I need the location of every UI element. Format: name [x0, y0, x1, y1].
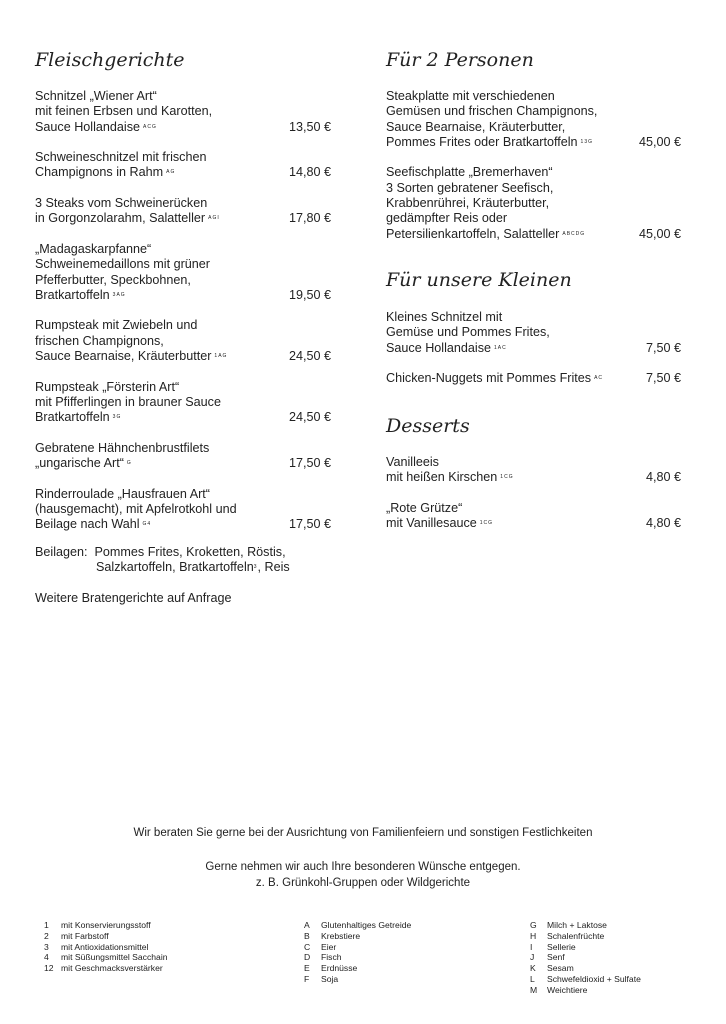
sides-info	[35, 545, 331, 606]
item-text: Schnitzel „Wiener Art“	[35, 89, 157, 103]
item-description-line	[35, 456, 331, 471]
legend-label: mit Antioxidationsmittel	[61, 941, 149, 952]
item-description-line	[386, 120, 681, 135]
item-description-line	[386, 211, 681, 226]
item-price: 14,80 €	[288, 165, 331, 180]
item-description-line	[386, 341, 681, 356]
item-description-line	[35, 196, 331, 211]
item-price: 24,50 €	[288, 410, 331, 425]
item-text: Pommes Frites oder Bratkartoffeln	[386, 134, 578, 149]
item-text: Kleines Schnitzel mit	[386, 310, 503, 324]
allergen-codes: AG	[166, 169, 176, 176]
footer-line-2: Gerne nehmen wir auch Ihre besonderen Wünsche entgegen.	[205, 861, 521, 873]
menu-item	[35, 242, 331, 303]
item-description-line	[35, 273, 331, 288]
item-price: 45,00 €	[638, 226, 681, 241]
item-description-line	[35, 395, 331, 410]
item-text: „Madagaskarpfanne“	[35, 241, 152, 256]
legend-label: mit Geschmacksverstärker	[61, 963, 163, 974]
legend-key: 12	[44, 963, 54, 974]
item-price: 24,50 €	[288, 349, 331, 364]
legend-entry	[530, 920, 641, 931]
item-text: Seefischplatte „Bremerhaven“	[386, 165, 553, 180]
allergen-codes: 1CG	[500, 474, 514, 481]
item-text: Sauce Hollandaise	[35, 119, 141, 134]
item-description-line	[386, 310, 681, 325]
item-text: frischen Champignons,	[35, 333, 164, 348]
item-description-line	[386, 196, 681, 211]
allergen-codes: 1AC	[494, 344, 507, 351]
legend-entry	[530, 942, 641, 953]
item-price: 7,50 €	[645, 371, 681, 386]
item-text: Pfefferbutter, Speckbohnen,	[35, 272, 191, 287]
menu-item	[35, 318, 331, 364]
legend-entry	[44, 942, 168, 953]
item-description-line	[386, 89, 681, 104]
legend-label: mit Farbstoff	[61, 930, 109, 941]
allergen-codes: 1AG	[214, 353, 228, 360]
item-text: in Gorgonzolarahm, Salatteller	[35, 211, 206, 226]
sides-line-2-end: , Reis	[257, 560, 290, 575]
item-text: Sauce Bearnaise, Kräuterbutter,	[386, 119, 566, 134]
item-description-line	[35, 334, 331, 349]
legend-key: D	[304, 952, 311, 963]
legend-label: Soja	[321, 973, 339, 984]
item-text: Vanilleeis	[386, 455, 439, 469]
section-items	[386, 455, 681, 547]
item-text: mit Vanillesauce	[386, 516, 477, 531]
section-items	[386, 89, 681, 257]
legend-entry	[530, 931, 641, 942]
item-text: mit heißen Kirschen	[386, 470, 498, 485]
item-text: Schweineschnitzel mit frischen	[35, 150, 207, 165]
legend-label: Milch + Laktose	[547, 920, 607, 930]
item-description-line	[35, 487, 331, 502]
legend-label: mit Konservierungsstoff	[61, 920, 151, 930]
item-description-line	[35, 517, 331, 532]
item-description-line	[35, 104, 331, 119]
legend-allergens-g-m	[530, 920, 641, 996]
item-price: 17,50 €	[288, 456, 331, 471]
item-description-line	[386, 470, 681, 485]
legend-key: L	[530, 973, 535, 984]
item-description-line	[35, 242, 331, 257]
item-text: „ungarische Art“	[35, 456, 124, 471]
legend-entry	[44, 952, 168, 963]
legend-key: I	[530, 941, 533, 952]
section-title: Für 2 Personen	[386, 49, 534, 71]
item-text: Schweinemedaillons mit grüner	[35, 257, 210, 272]
legend-key: 2	[44, 930, 49, 941]
legend-label: Sellerie	[547, 941, 576, 952]
item-description-line	[35, 165, 331, 180]
legend-label: mit Süßungsmittel Sacchain	[61, 952, 168, 963]
legend-entry	[304, 952, 411, 963]
menu-item	[386, 455, 681, 486]
section-title-fleischgerichte: Fleischgerichte	[35, 49, 185, 71]
item-text: Gebratene Hähnchenbrustfilets	[35, 440, 210, 455]
legend-entry	[304, 942, 411, 953]
item-description-line	[35, 89, 331, 104]
legend-label: Erdnüsse	[321, 963, 358, 974]
legend-label: Weichtiere	[547, 984, 588, 995]
section-items	[386, 310, 681, 402]
item-text: mit Pfifferlingen in brauner Sauce	[35, 394, 221, 409]
legend-key: G	[530, 920, 537, 930]
menu-item	[35, 89, 331, 135]
item-text: Bratkartoffeln	[35, 287, 110, 302]
item-description-line	[35, 349, 331, 364]
item-text: Gemüsen und frischen Champignons,	[386, 104, 598, 119]
item-price: 17,50 €	[288, 517, 331, 532]
legend-key: K	[530, 963, 536, 974]
item-text: Krabbenrührei, Kräuterbutter,	[386, 196, 550, 211]
legend-key: 1	[44, 920, 49, 930]
item-description-line	[386, 455, 681, 470]
menu-item	[386, 371, 681, 386]
item-text: Bratkartoffeln	[35, 410, 110, 425]
legend-key: B	[304, 930, 310, 941]
legend-key: C	[304, 941, 311, 952]
item-description-line	[35, 120, 331, 135]
allergen-codes: G4	[142, 521, 152, 528]
menu-item	[35, 380, 331, 426]
allergen-codes: G	[126, 460, 132, 467]
item-price: 17,80 €	[288, 211, 331, 226]
legend-key: 3	[44, 941, 49, 952]
item-text: Beilage nach Wahl	[35, 517, 140, 532]
item-description-line	[35, 441, 331, 456]
section-title: Desserts	[386, 415, 470, 437]
allergen-codes: AGI	[208, 215, 220, 222]
legend-allergens-a-f	[304, 920, 411, 985]
legend-key: 4	[44, 952, 49, 963]
item-description-line	[35, 502, 331, 517]
item-text: Rumpsteak mit Zwiebeln und	[35, 318, 198, 333]
legend-label: Senf	[547, 952, 565, 963]
item-description-line	[35, 410, 331, 425]
item-text: Gemüse und Pommes Frites,	[386, 325, 550, 340]
legend-entry	[530, 985, 641, 996]
legend-entry	[530, 952, 641, 963]
sides-code: 3	[253, 564, 258, 571]
item-description-line	[386, 501, 681, 516]
legend-label: Schwefeldioxid + Sulfate	[547, 973, 641, 984]
legend-entry	[530, 963, 641, 974]
item-description-line	[386, 371, 681, 386]
allergen-codes: 1CG	[479, 520, 494, 527]
item-description-line	[35, 211, 331, 226]
sides-line-2: Salzkartoffeln, Bratkartoffeln	[96, 560, 254, 575]
item-description-line	[35, 380, 331, 395]
item-text: Chicken-Nuggets mit Pommes Frites	[386, 371, 592, 386]
legend-entry	[530, 974, 641, 985]
item-price: 7,50 €	[645, 340, 681, 355]
item-text: Rinderroulade „Hausfrauen Art“	[35, 486, 211, 501]
item-description-line	[35, 288, 331, 303]
more-dishes-note: Weitere Bratengerichte auf Anfrage	[35, 590, 232, 605]
menu-item	[386, 89, 681, 150]
legend-label: Krebstiere	[321, 930, 361, 941]
menu-item	[386, 165, 681, 241]
menu-item	[386, 501, 681, 532]
item-text: Sauce Hollandaise	[386, 340, 492, 355]
legend-entry	[304, 920, 411, 931]
item-description-line	[386, 227, 681, 242]
legend-label: Eier	[321, 941, 337, 952]
legend-key: F	[304, 973, 310, 984]
legend-key: J	[530, 952, 535, 963]
sides-label: Beilagen:	[35, 545, 88, 559]
legend-key: H	[530, 930, 537, 941]
legend-entry	[304, 931, 411, 942]
item-description-line	[35, 318, 331, 333]
item-description-line	[386, 135, 681, 150]
item-description-line	[35, 150, 331, 165]
legend-entry	[304, 963, 411, 974]
legend-entry	[44, 920, 168, 931]
legend-label: Fisch	[321, 952, 342, 963]
section-title: Für unsere Kleinen	[386, 269, 572, 291]
menu-item	[35, 150, 331, 181]
item-description-line	[386, 165, 681, 180]
legend-key: M	[530, 984, 538, 995]
allergen-codes: ACG	[143, 123, 157, 130]
item-text: gedämpfter Reis oder	[386, 211, 508, 226]
item-text: mit feinen Erbsen und Karotten,	[35, 104, 213, 119]
legend-entry	[44, 931, 168, 942]
menu-item	[386, 310, 681, 356]
item-text: 3 Steaks vom Schweinerücken	[35, 196, 208, 211]
legend-key: A	[304, 920, 310, 930]
legend-entry	[304, 974, 411, 985]
item-description-line	[386, 325, 681, 340]
legend-entry	[44, 963, 168, 974]
menu-item	[35, 441, 331, 472]
item-text: Petersilienkartoffeln, Salatteller	[386, 226, 560, 241]
item-description-line	[35, 257, 331, 272]
item-price: 4,80 €	[645, 516, 681, 531]
allergen-codes: ABCDG	[562, 230, 586, 237]
item-description-line	[386, 104, 681, 119]
legend-additives	[44, 920, 168, 974]
legend-label: Glutenhaltiges Getreide	[321, 920, 412, 930]
sides-line-1: Pommes Frites, Kroketten, Röstis,	[94, 545, 286, 559]
menu-item	[35, 487, 331, 533]
allergen-codes: 13G	[580, 138, 593, 145]
item-text: Champignons in Rahm	[35, 165, 164, 180]
item-price: 13,50 €	[288, 119, 331, 134]
item-description-line	[386, 516, 681, 531]
allergen-codes: 3AG	[112, 291, 126, 298]
item-price: 45,00 €	[638, 134, 681, 149]
item-text: „Rote Grütze“	[386, 500, 463, 515]
legend-key: E	[304, 963, 310, 974]
fleischgerichte-list	[35, 89, 331, 548]
footer-line-1: Wir beraten Sie gerne bei der Ausrichtung von Familienfeiern und sonstigen Festlichkeiten	[133, 827, 593, 839]
legend-label: Schalenfrüchte	[547, 930, 605, 941]
item-description-line	[386, 181, 681, 196]
legend-label: Sesam	[547, 963, 574, 974]
item-text: (hausgemacht), mit Apfelrotkohl und	[35, 502, 237, 517]
allergen-codes: AC	[594, 375, 604, 382]
item-text: Rumpsteak „Försterin Art“	[35, 379, 180, 394]
item-text: Steakplatte mit verschiedenen	[386, 89, 555, 103]
item-text: Sauce Bearnaise, Kräuterbutter	[35, 349, 212, 364]
item-text: 3 Sorten gebratener Seefisch,	[386, 180, 554, 195]
item-price: 19,50 €	[288, 287, 331, 302]
allergen-codes: 3G	[112, 414, 122, 421]
footer-line-3: z. B. Grünkohl-Gruppen oder Wildgerichte	[255, 877, 471, 889]
menu-item	[35, 196, 331, 227]
item-price: 4,80 €	[645, 470, 681, 485]
